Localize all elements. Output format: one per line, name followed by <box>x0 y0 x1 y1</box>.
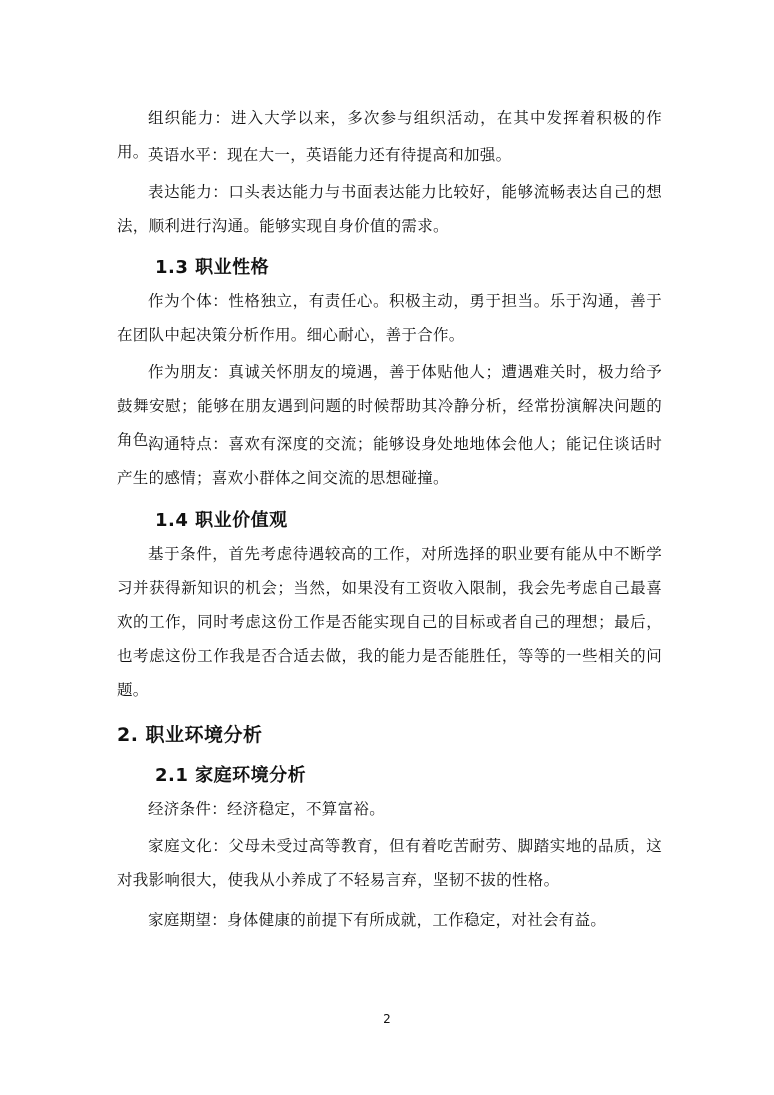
paragraph-as-individual: 作为个体：性格独立，有责任心。积极主动，勇于担当。乐于沟通，善于在团队中起决策分析作用。细心耐心，善于合作。 <box>117 292 662 344</box>
paragraph-communication: 沟通特点：喜欢有深度的交流；能够设身处地地体会他人；能记住谈话时产生的感情；喜欢小群体之间交流的思想碰撞。 <box>117 435 662 487</box>
paragraph-as-friend: 作为朋友：真诚关怀朋友的境遇，善于体贴他人；遭遇难关时，极力给予鼓舞安慰；能够在朋友遇到问题的时候帮助其冷静分析，经常扮演解决问题的角色。 <box>117 363 662 449</box>
paragraph-family-culture: 家庭文化：父母未受过高等教育，但有着吃苦耐劳、脚踏实地的品质，这对我影响很大，使我从小养成了不轻易言弃，坚韧不拔的性格。 <box>117 837 662 889</box>
paragraph-family-expectation: 家庭期望：身体健康的前提下有所成就，工作稳定，对社会有益。 <box>148 911 607 929</box>
paragraph-org-ability: 组织能力：进入大学以来，多次参与组织活动，在其中发挥着积极的作用。 <box>117 109 662 161</box>
paragraph-expression: 表达能力：口头表达能力与书面表达能力比较好，能够流畅表达自己的想法，顺利进行沟通。能够实现自身价值的需求。 <box>117 183 662 235</box>
paragraph-economy: 经济条件：经济稳定，不算富裕。 <box>148 800 386 818</box>
heading-2-1: 2.1 家庭环境分析 <box>155 765 307 786</box>
page-number: 2 <box>383 1012 391 1026</box>
paragraph-english: 英语水平：现在大一，英语能力还有待提高和加强。 <box>148 146 512 164</box>
heading-1-4: 1.4 职业价值观 <box>155 510 288 531</box>
heading-1-3: 1.3 职业性格 <box>155 257 270 278</box>
paragraph-values: 基于条件，首先考虑待遇较高的工作，对所选择的职业要有能从中不断学习并获得新知识的机会；当然，如果没有工资收入限制，我会先考虑自己最喜欢的工作，同时考虑这份工作是否能实现自己的目标或者自己的理想；最后，也考虑这份工作我是否合适去做，我的能力是否能胜任，等等的一些相关的问题。 <box>117 545 662 699</box>
heading-2: 2. 职业环境分析 <box>117 724 263 746</box>
